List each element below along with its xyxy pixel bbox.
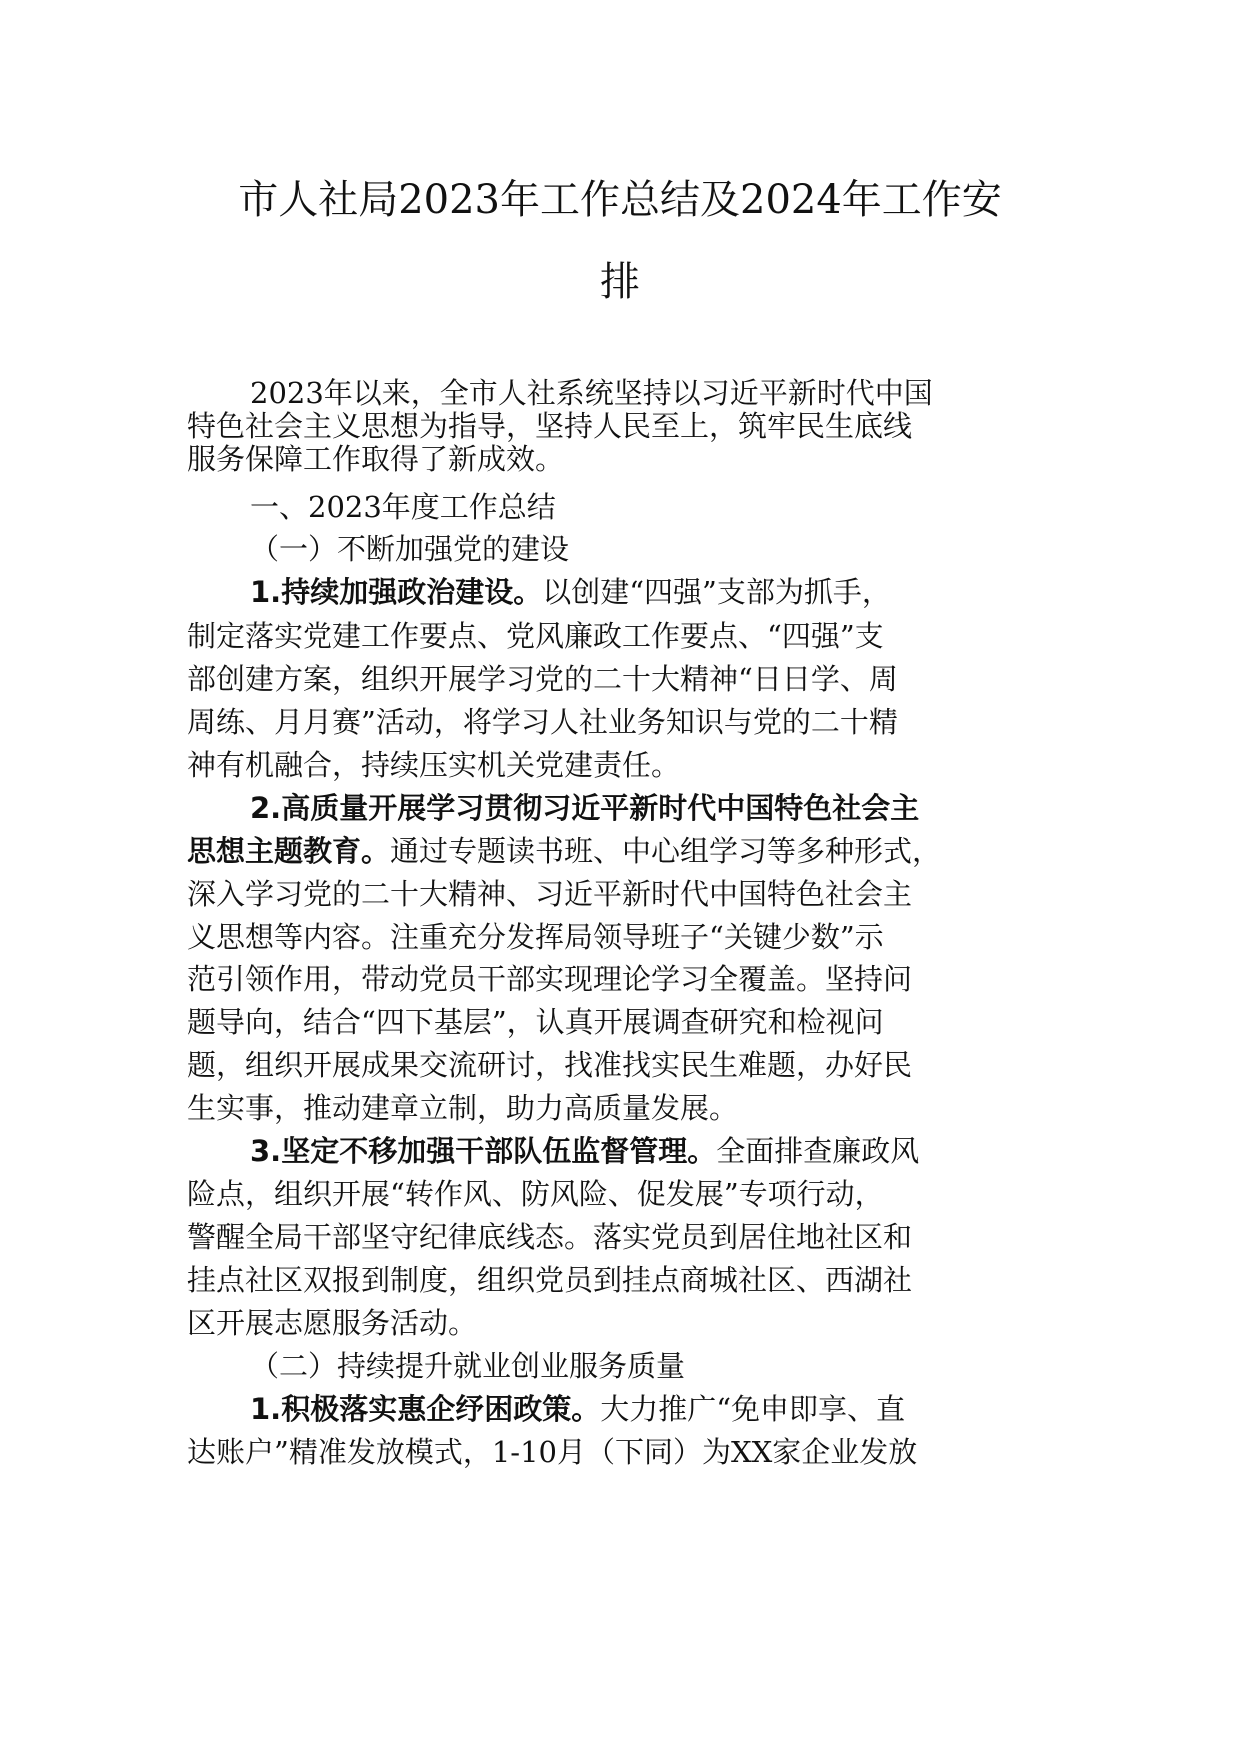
text-line [187,1007,1047,1037]
body-text: 达账户”精准发放模式，1-10月（下同）为XX家企业发放 [187,1435,918,1469]
text-line [187,1437,1047,1467]
body-text: 以创建“四强”支部为抓手， [542,575,891,609]
title-line: 排 [600,259,640,305]
body-text: 服务保障工作取得了新成效。 [187,442,565,476]
body-text: 题，组织开展成果交流研讨，找准找实民生难题，办好民 [187,1048,913,1082]
text-line [250,577,1050,607]
body-text: 警醒全局干部坚守纪律底线态。落实党员到居住地社区和 [187,1220,913,1254]
title-line: 市人社局2023年工作总结及2024年工作安 [238,177,1002,223]
text-line [250,534,1050,564]
bold-heading-text: 1.积极落实惠企纾困政策。 [250,1392,601,1426]
text-line [187,411,1047,441]
text-line [187,1179,1047,1209]
body-text: 特色社会主义思想为指导，坚持人民至上，筑牢民生底线 [187,409,913,443]
text-line [187,707,1047,737]
text-line [187,964,1047,994]
text-line [187,1308,1047,1338]
text-line [250,378,1050,408]
body-text: 大力推广“免申即享、直 [600,1392,906,1426]
text-line [187,444,1047,474]
body-text: （二）持续提升就业创业服务质量 [250,1349,686,1383]
body-text: 生实事，推动建章立制，助力高质量发展。 [187,1091,739,1125]
body-text: 区开展志愿服务活动。 [187,1306,478,1340]
text-line [250,1394,1050,1424]
bold-heading-text: 2.高质量开展学习贯彻习近平新时代中国特色社会主 [250,791,920,825]
body-text: 一、2023年度工作总结 [250,490,556,524]
text-line [187,836,1047,866]
body-text: 义思想等内容。注重充分发挥局领导班子“关键少数”示 [187,920,884,954]
text-line [250,1136,1050,1166]
text-line [187,664,1047,694]
body-text: 险点，组织开展“转作风、防风险、促发展”专项行动， [187,1177,884,1211]
body-text: 通过专题读书班、中心组学习等多种形式， [390,834,942,868]
text-line [187,1050,1047,1080]
body-text: 部创建方案，组织开展学习党的二十大精神“日日学、周 [187,662,898,696]
text-line [187,922,1047,952]
bold-heading-text: 1.持续加强政治建设。 [250,575,543,609]
text-line [187,1093,1047,1123]
text-line [187,1222,1047,1252]
body-text: 挂点社区双报到制度，组织党员到挂点商城社区、西湖社 [187,1263,913,1297]
body-text: 全面排查廉政风 [716,1134,920,1168]
body-text: 题导向，结合“四下基层”，认真开展调查研究和检视问 [187,1005,884,1039]
body-text: （一）不断加强党的建设 [250,532,570,566]
body-text: 2023年以来，全市人社系统坚持以习近平新时代中国 [250,376,933,410]
body-text: 周练、月月赛”活动，将学习人社业务知识与党的二十精 [187,705,898,739]
body-text: 神有机融合，持续压实机关党建责任。 [187,748,681,782]
bold-heading-text: 3.坚定不移加强干部队伍监督管理。 [250,1134,717,1168]
bold-heading-text: 思想主题教育。 [187,834,391,868]
text-line [187,879,1047,909]
body-text: 深入学习党的二十大精神、习近平新时代中国特色社会主 [187,877,913,911]
text-line [187,1265,1047,1295]
body-text: 制定落实党建工作要点、党风廉政工作要点、“四强”支 [187,619,884,653]
text-line [250,492,1050,522]
text-line [250,793,1050,823]
text-line [250,1351,1050,1381]
text-line [187,621,1047,651]
body-text: 范引领作用，带动党员干部实现理论学习全覆盖。坚持问 [187,962,913,996]
text-line [187,750,1047,780]
